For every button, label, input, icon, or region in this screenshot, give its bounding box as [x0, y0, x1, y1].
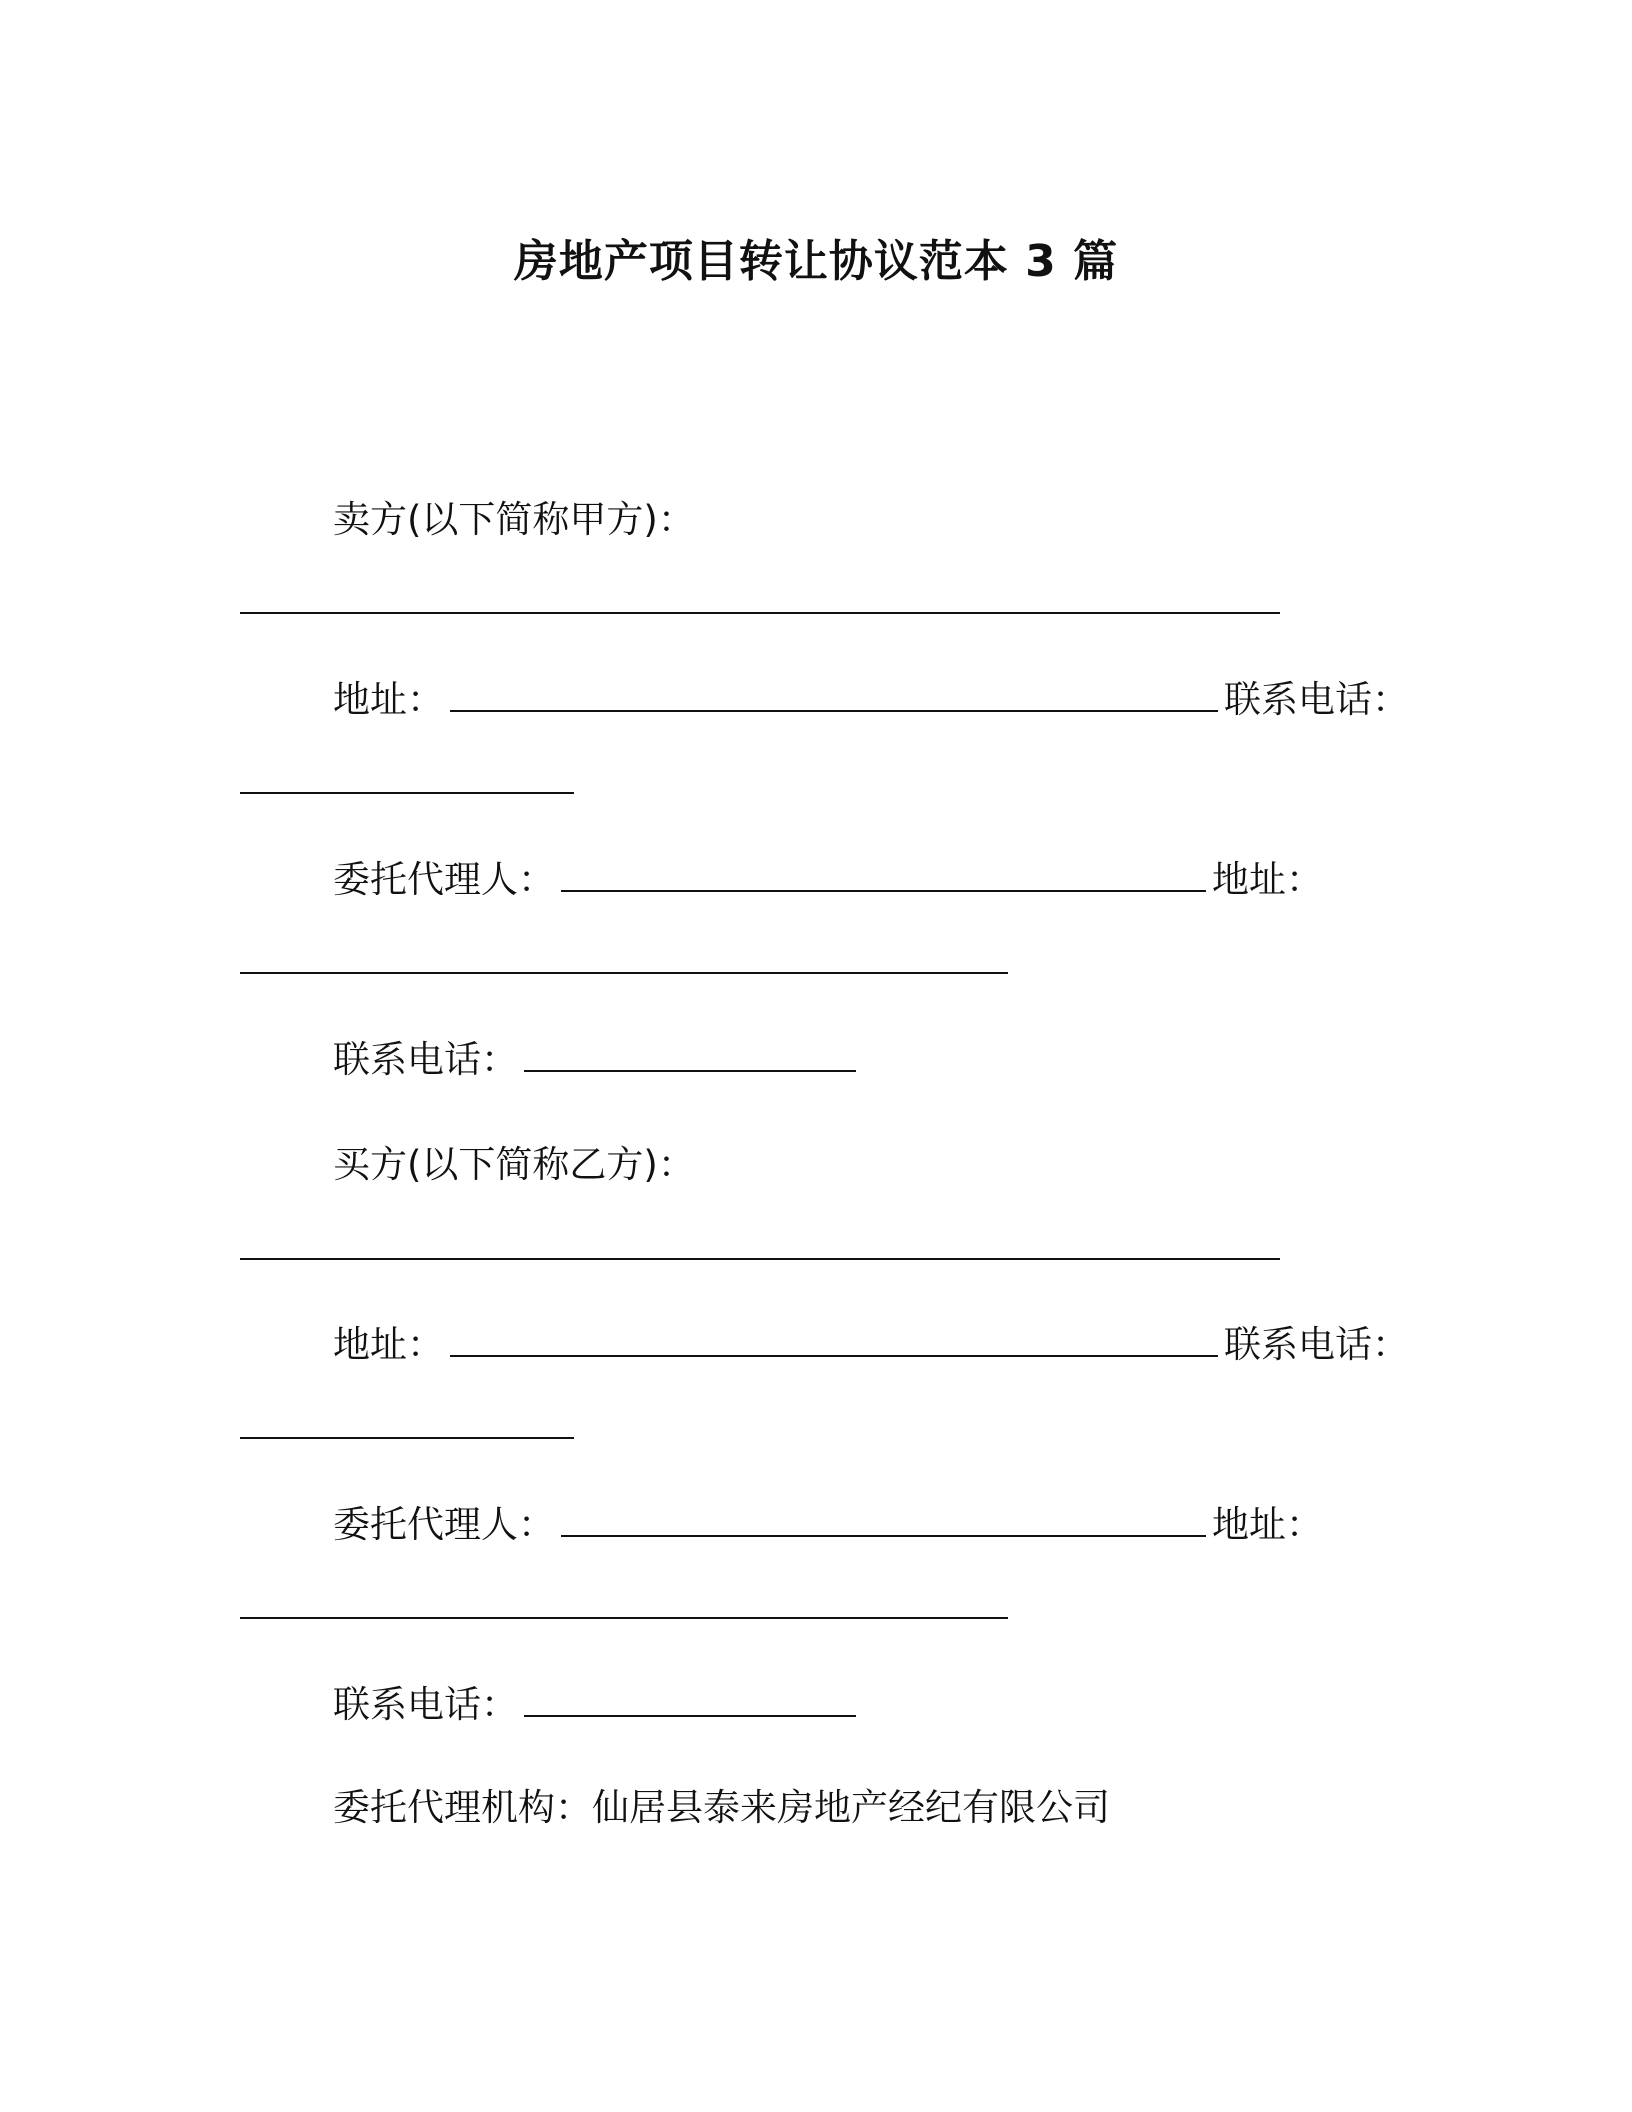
buyer-address-label: 地址： — [333, 1323, 444, 1366]
seller-heading: 卖方(以下简称甲方)： — [333, 498, 695, 541]
seller-address-blank[interactable] — [450, 676, 1218, 712]
buyer-phone-label: 联系电话： — [1224, 1323, 1409, 1366]
seller-agent-phone-row — [333, 1035, 862, 1085]
seller-address-row — [333, 675, 1409, 725]
seller-agent-label: 委托代理人： — [333, 858, 555, 901]
seller-address-label: 地址： — [333, 678, 444, 721]
buyer-agent-label: 委托代理人： — [333, 1503, 555, 1546]
document-title: 房地产项目转让协议范本 3 篇 — [513, 236, 1119, 287]
seller-agent-row — [333, 855, 1323, 905]
seller-phone-blank[interactable] — [240, 792, 574, 794]
buyer-agent-address-blank[interactable] — [240, 1617, 1008, 1619]
seller-agent-address-blank[interactable] — [240, 972, 1008, 974]
buyer-phone-blank[interactable] — [240, 1437, 574, 1439]
seller-agent-phone-blank[interactable] — [524, 1036, 856, 1072]
buyer-address-blank[interactable] — [450, 1321, 1218, 1357]
agency-line: 委托代理机构：仙居县泰来房地产经纪有限公司 — [333, 1786, 1110, 1829]
buyer-address-row — [333, 1320, 1409, 1370]
seller-agent-address-label: 地址： — [1212, 858, 1323, 901]
buyer-agent-phone-row — [333, 1680, 862, 1730]
buyer-name-blank[interactable] — [240, 1258, 1280, 1260]
seller-agent-blank[interactable] — [561, 856, 1206, 892]
buyer-agent-address-label: 地址： — [1212, 1503, 1323, 1546]
buyer-agent-phone-blank[interactable] — [524, 1681, 856, 1717]
buyer-agent-phone-label: 联系电话： — [333, 1683, 518, 1726]
seller-name-blank[interactable] — [240, 612, 1280, 614]
seller-phone-label: 联系电话： — [1224, 678, 1409, 721]
buyer-heading: 买方(以下简称乙方)： — [333, 1143, 695, 1186]
seller-agent-phone-label: 联系电话： — [333, 1038, 518, 1081]
buyer-agent-blank[interactable] — [561, 1501, 1206, 1537]
buyer-agent-row — [333, 1500, 1323, 1550]
